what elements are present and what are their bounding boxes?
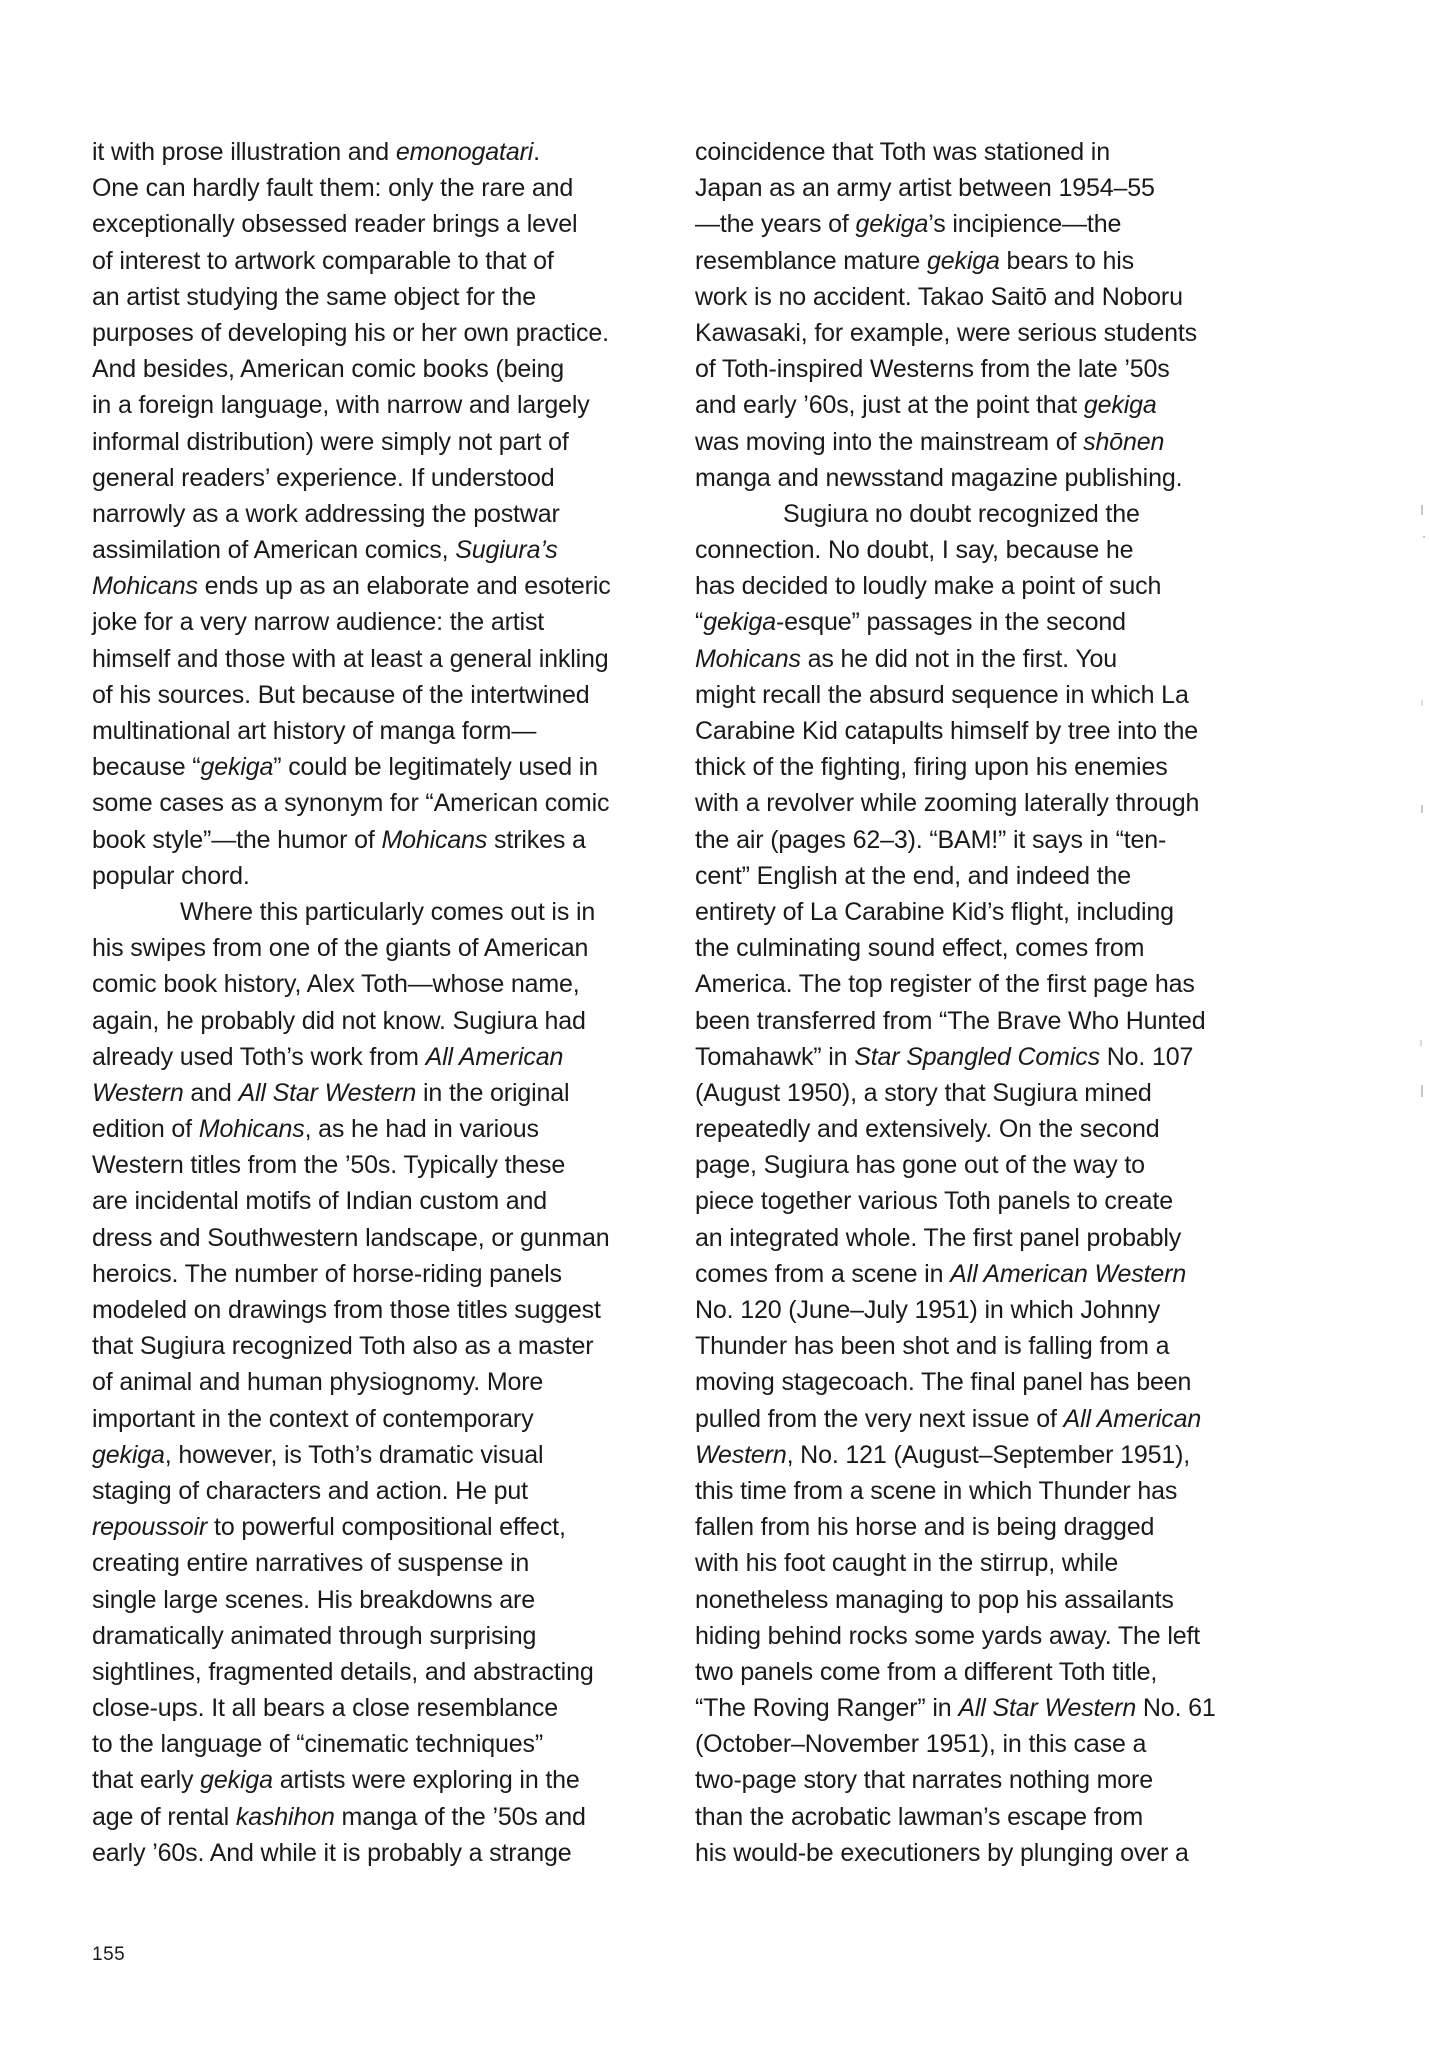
text-line	[92, 134, 682, 170]
text-line	[92, 1835, 682, 1871]
text-line	[695, 749, 1285, 785]
text-line	[92, 1473, 682, 1509]
text-line	[92, 1762, 682, 1798]
text-line	[695, 966, 1285, 1002]
text-segment: been transferred from “The Brave Who Hunted	[695, 1006, 1206, 1035]
italic-text: Mohicans	[92, 572, 198, 601]
text-segment: assimilation of American comics,	[92, 536, 456, 565]
text-segment: dramatically animated through surprising	[92, 1621, 537, 1650]
text-segment: piece together various Toth panels to create	[695, 1187, 1173, 1216]
text-line	[92, 785, 682, 821]
scan-edge-marks	[1399, 0, 1429, 2048]
text-line	[695, 532, 1285, 568]
text-segment: has decided to loudly make a point of such	[695, 572, 1162, 601]
text-segment: with a revolver while zooming laterally through	[695, 789, 1200, 818]
text-line	[695, 243, 1285, 279]
text-segment: of his sources. But because of the intertwined	[92, 680, 590, 709]
text-segment: Carabine Kid catapults himself by tree into the	[695, 717, 1198, 745]
text-line	[92, 1690, 682, 1726]
text-segment: manga and newsstand magazine publishing.	[695, 463, 1183, 492]
text-segment: some cases as a synonym for “American comic	[92, 789, 610, 818]
text-segment: creating entire narratives of suspense in	[92, 1549, 530, 1578]
italic-text: Mohicans	[381, 825, 488, 854]
text-segment: edition of	[92, 1115, 199, 1144]
text-segment: comes from a scene in	[695, 1259, 951, 1288]
italic-text: Mohicans	[695, 644, 801, 673]
text-segment: Sugiura no doubt recognized the	[783, 499, 1140, 528]
text-line	[695, 1292, 1285, 1328]
text-segment: of Toth-inspired Westerns from the late ’50s	[695, 355, 1170, 384]
text-line	[695, 1473, 1285, 1509]
text-segment: book style”—the humor of	[92, 825, 382, 854]
text-line	[695, 822, 1285, 858]
text-line	[92, 1364, 682, 1400]
text-segment: resemblance mature	[695, 246, 927, 275]
italic-text: shōnen	[1083, 427, 1165, 456]
text-line	[695, 1003, 1285, 1039]
text-segment: because “	[92, 753, 201, 782]
text-line	[92, 1401, 682, 1437]
text-segment: Japan as an army artist between 1954–55	[695, 174, 1155, 203]
italic-text: kashihon	[235, 1802, 335, 1831]
text-segment: that early	[92, 1766, 201, 1795]
italic-text: Star Spangled Comics	[854, 1042, 1100, 1071]
text-segment: an artist studying the same object for the	[92, 282, 536, 311]
text-line	[695, 1545, 1285, 1581]
page-number: 155	[92, 1944, 126, 1965]
text-line	[695, 1582, 1285, 1618]
text-line	[695, 460, 1285, 496]
text-segment: Thunder has been shot and is falling from a	[695, 1332, 1170, 1361]
text-line	[92, 858, 682, 894]
text-segment: that Sugiura recognized Toth also as a master	[92, 1332, 594, 1361]
text-segment: America. The top register of the first page has	[695, 970, 1195, 999]
paragraph-first-line	[92, 894, 682, 930]
text-segment: No. 61	[1136, 1694, 1216, 1723]
text-segment: connection. No doubt, I say, because he	[695, 536, 1134, 565]
text-line	[695, 1835, 1285, 1871]
text-segment: with his foot caught in the stirrup, while	[695, 1549, 1119, 1578]
text-segment: and early ’60s, just at the point that	[695, 391, 1084, 420]
text-segment: No. 107	[1099, 1042, 1194, 1071]
text-segment: joke for a very narrow audience: the artist	[92, 608, 545, 637]
text-line	[92, 1039, 682, 1075]
text-line	[695, 894, 1285, 930]
text-segment: repeatedly and extensively. On the second	[695, 1115, 1160, 1144]
text-segment: , however, is Toth’s dramatic visual	[164, 1440, 544, 1469]
text-line	[92, 351, 682, 387]
text-segment: of animal and human physiognomy. More	[92, 1368, 544, 1397]
text-line	[92, 1111, 682, 1147]
italic-text: gekiga	[855, 210, 929, 239]
text-segment: artists were exploring in the	[272, 1766, 580, 1795]
text-column-right	[695, 134, 1285, 1871]
text-line	[92, 641, 682, 677]
text-line	[92, 1582, 682, 1618]
text-line	[695, 604, 1285, 640]
text-segment: hiding behind rocks some yards away. The left	[695, 1621, 1201, 1650]
text-line	[695, 387, 1285, 423]
text-line	[92, 1292, 682, 1328]
text-line	[695, 1618, 1285, 1654]
text-line	[92, 1509, 682, 1545]
text-line	[695, 1799, 1285, 1835]
text-line	[92, 1654, 682, 1690]
text-line	[695, 1328, 1285, 1364]
text-segment: -esque” passages in the second	[775, 608, 1126, 637]
text-line	[695, 279, 1285, 315]
text-column-left	[92, 134, 682, 1871]
text-segment: and	[183, 1078, 239, 1107]
italic-text: emonogatari	[395, 138, 534, 166]
text-segment: narrowly as a work addressing the postwar	[92, 499, 560, 528]
text-line	[695, 1039, 1285, 1075]
text-segment: single large scenes. His breakdowns are	[92, 1585, 535, 1614]
text-segment: already used Toth’s work from	[92, 1042, 426, 1071]
text-line	[695, 1256, 1285, 1292]
text-segment: in a foreign language, with narrow and largely	[92, 391, 590, 420]
text-line	[92, 1799, 682, 1835]
text-line	[695, 1509, 1285, 1545]
text-line	[92, 822, 682, 858]
italic-text: Western	[92, 1078, 184, 1107]
text-line	[92, 424, 682, 460]
text-segment: an integrated whole. The first panel probably	[695, 1223, 1182, 1252]
text-line	[92, 206, 682, 242]
text-line	[92, 387, 682, 423]
text-segment: (August 1950), a story that Sugiura mined	[695, 1078, 1152, 1107]
text-segment: sightlines, fragmented details, and abstracting	[92, 1657, 594, 1686]
text-line	[92, 568, 682, 604]
text-segment: two panels come from a different Toth title,	[695, 1657, 1158, 1686]
text-segment: important in the context of contemporary	[92, 1404, 534, 1433]
text-line	[695, 1220, 1285, 1256]
text-segment: manga of the ’50s and	[334, 1802, 586, 1831]
text-line	[92, 713, 682, 749]
text-segment: the air (pages 62–3). “BAM!” it says in “ten-	[695, 825, 1167, 854]
text-segment: staging of characters and action. He put	[92, 1476, 528, 1505]
text-line	[92, 604, 682, 640]
text-segment: in the original	[416, 1078, 570, 1107]
text-line	[695, 315, 1285, 351]
text-line	[695, 206, 1285, 242]
text-segment: of interest to artwork comparable to that of	[92, 246, 554, 275]
italic-text: All American	[1063, 1404, 1202, 1433]
text-segment: than the acrobatic lawman’s escape from	[695, 1802, 1144, 1831]
text-segment: moving stagecoach. The final panel has been	[695, 1368, 1192, 1397]
text-segment: “The Roving Ranger” in	[695, 1694, 959, 1723]
text-line	[695, 424, 1285, 460]
text-line	[92, 170, 682, 206]
text-line	[92, 930, 682, 966]
text-segment: fallen from his horse and is being dragged	[695, 1513, 1155, 1542]
text-segment: ends up as an elaborate and esoteric	[197, 572, 611, 601]
text-segment: might recall the absurd sequence in which La	[695, 680, 1189, 709]
text-line	[92, 1726, 682, 1762]
text-line	[92, 1147, 682, 1183]
text-segment: , No. 121 (August–September 1951),	[786, 1440, 1191, 1469]
italic-text: All American	[425, 1042, 564, 1071]
text-segment: modeled on drawings from those titles suggest	[92, 1296, 601, 1324]
text-line	[695, 1075, 1285, 1111]
text-line	[92, 749, 682, 785]
italic-text: gekiga	[1083, 391, 1157, 420]
text-segment: his swipes from one of the giants of American	[92, 934, 589, 963]
text-line	[695, 677, 1285, 713]
text-segment: early ’60s. And while it is probably a strange	[92, 1838, 572, 1867]
text-line	[92, 1618, 682, 1654]
text-segment: this time from a scene in which Thunder has	[695, 1476, 1178, 1505]
text-segment: coincidence that Toth was stationed in	[695, 138, 1110, 166]
text-line	[695, 1726, 1285, 1762]
text-line	[695, 1111, 1285, 1147]
text-segment: page, Sugiura has gone out of the way to	[695, 1151, 1145, 1180]
italic-text: gekiga	[703, 608, 776, 637]
italic-text: gekiga	[200, 753, 274, 782]
text-line	[695, 785, 1285, 821]
text-line	[695, 351, 1285, 387]
text-line	[695, 1690, 1285, 1726]
text-line	[695, 713, 1285, 749]
text-line	[695, 1654, 1285, 1690]
text-line	[695, 1437, 1285, 1473]
text-segment: work is no accident. Takao Saitō and Noboru	[695, 282, 1183, 311]
text-line	[695, 568, 1285, 604]
text-line	[92, 460, 682, 496]
italic-text: gekiga	[926, 246, 1000, 275]
italic-text: Western	[695, 1440, 787, 1469]
text-line	[695, 1364, 1285, 1400]
text-line	[92, 1328, 682, 1364]
text-segment: heroics. The number of horse-riding panels	[92, 1259, 562, 1288]
text-segment: popular chord.	[92, 861, 250, 890]
text-line	[92, 677, 682, 713]
italic-text: All American Western	[950, 1259, 1187, 1288]
text-segment: nonetheless managing to pop his assailants	[695, 1585, 1174, 1614]
italic-text: repoussoir	[92, 1513, 208, 1542]
text-line	[695, 930, 1285, 966]
text-segment: entirety of La Carabine Kid’s flight, including	[695, 897, 1174, 926]
text-line	[695, 641, 1285, 677]
text-segment: general readers’ experience. If understood	[92, 463, 555, 492]
text-segment: , as he had in various	[304, 1115, 539, 1144]
text-segment: was moving into the mainstream of	[695, 427, 1084, 456]
text-segment: pulled from the very next issue of	[695, 1404, 1064, 1433]
text-line	[92, 532, 682, 568]
text-segment: No. 120 (June–July 1951) in which Johnny	[695, 1296, 1161, 1324]
italic-text: gekiga	[200, 1766, 273, 1795]
text-line	[695, 1147, 1285, 1183]
text-line	[92, 279, 682, 315]
text-segment: —the years of	[695, 210, 856, 239]
text-segment: age of rental	[92, 1802, 236, 1831]
text-segment: informal distribution) were simply not part of	[92, 427, 569, 456]
text-line	[92, 1437, 682, 1473]
text-segment: himself and those with at least a general inkling	[92, 644, 609, 673]
text-segment: purposes of developing his or her own practice.	[92, 318, 609, 347]
text-segment: exceptionally obsessed reader brings a level	[92, 210, 578, 239]
text-segment: multinational art history of manga form—	[92, 717, 537, 745]
text-segment: One can hardly fault them: only the rare and	[92, 174, 574, 203]
text-segment: thick of the fighting, firing upon his enemies	[695, 753, 1168, 782]
text-line	[695, 858, 1285, 894]
text-segment: his would-be executioners by plunging over a	[695, 1838, 1189, 1867]
text-segment: Western titles from the ’50s. Typically these	[92, 1151, 566, 1180]
text-line	[92, 1183, 682, 1219]
text-line	[92, 1256, 682, 1292]
text-segment: dress and Southwestern landscape, or gunman	[92, 1223, 610, 1252]
text-segment: close-ups. It all bears a close resemblance	[92, 1694, 558, 1723]
text-segment: bears to his	[999, 246, 1134, 275]
text-segment: strikes a	[487, 825, 586, 854]
text-segment: two-page story that narrates nothing more	[695, 1766, 1153, 1795]
text-segment: ” could be legitimately used in	[273, 753, 598, 782]
text-segment: And besides, American comic books (being	[92, 355, 565, 384]
italic-text: All Star Western	[958, 1694, 1137, 1723]
italic-text: Sugiura’s	[455, 536, 558, 565]
text-line	[92, 966, 682, 1002]
text-segment: “	[695, 608, 704, 637]
text-line	[695, 1762, 1285, 1798]
text-segment: .	[533, 138, 540, 166]
text-segment: as he did not in the first. You	[800, 644, 1118, 673]
italic-text: All Star Western	[238, 1078, 417, 1107]
text-line	[695, 170, 1285, 206]
text-line	[695, 1183, 1285, 1219]
text-line	[92, 1003, 682, 1039]
text-segment: it with prose illustration and	[92, 138, 396, 166]
text-line	[92, 1075, 682, 1111]
text-line	[695, 134, 1285, 170]
text-segment: Where this particularly comes out is in	[180, 897, 596, 926]
text-segment: (October–November 1951), in this case a	[695, 1730, 1147, 1759]
text-segment: Tomahawk” in	[695, 1042, 855, 1071]
text-segment: ’s incipience—the	[928, 210, 1122, 239]
text-line	[92, 315, 682, 351]
text-segment: to the language of “cinematic techniques”	[92, 1730, 544, 1759]
text-segment: again, he probably did not know. Sugiura had	[92, 1006, 586, 1035]
text-segment: cent” English at the end, and indeed the	[695, 861, 1131, 890]
text-segment: are incidental motifs of Indian custom and	[92, 1187, 548, 1216]
text-segment: the culminating sound effect, comes from	[695, 934, 1145, 963]
text-segment: comic book history, Alex Toth—whose name,	[92, 970, 580, 999]
italic-text: Mohicans	[198, 1115, 305, 1144]
italic-text: gekiga	[92, 1440, 165, 1469]
text-segment: to powerful compositional effect,	[207, 1513, 566, 1542]
text-line	[92, 1220, 682, 1256]
text-line	[92, 1545, 682, 1581]
text-line	[92, 243, 682, 279]
text-segment: Kawasaki, for example, were serious students	[695, 318, 1197, 347]
text-line	[695, 1401, 1285, 1437]
paragraph-first-line	[695, 496, 1285, 532]
text-line	[92, 496, 682, 532]
